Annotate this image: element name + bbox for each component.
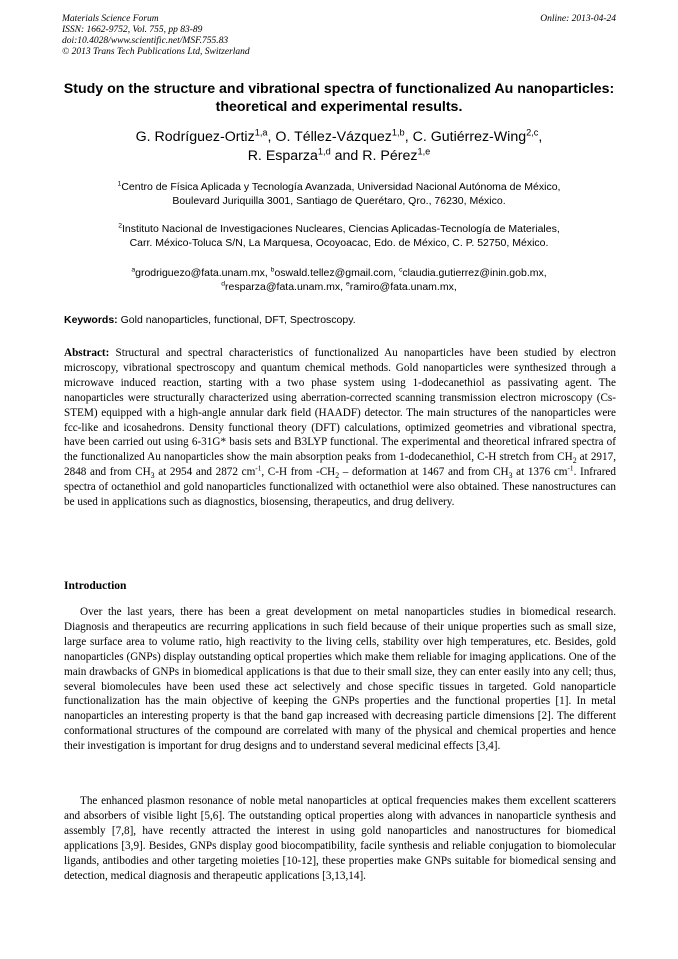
affiliation-line: Centro de Física Aplicada y Tecnología Avanzada, Universidad Nacional Autónoma de México, bbox=[121, 181, 561, 193]
author-name: G. Rodríguez-Ortiz bbox=[135, 129, 255, 145]
affiliation-mark: 2 bbox=[118, 222, 123, 230]
copyright-line: © 2013 Trans Tech Publications Ltd, Switzerland bbox=[62, 47, 250, 57]
abstract-text: at 2917, 2848 and from CH bbox=[64, 451, 616, 479]
author-name: C. Gutiérrez-Wing bbox=[412, 129, 527, 145]
online-date: Online: 2013-04-24 bbox=[540, 14, 616, 24]
author-name: R. Pérez bbox=[362, 148, 418, 164]
email-mark: b bbox=[270, 266, 275, 274]
author-name: O. Téllez-Vázquez bbox=[275, 129, 392, 145]
email-address: grodriguezo@fata.unam.mx, bbox=[135, 267, 268, 279]
subscript: 3 bbox=[150, 471, 155, 481]
journal-name: Materials Science Forum bbox=[62, 14, 159, 24]
abstract-text: – deformation at 1467 and from CH bbox=[339, 466, 509, 479]
email-address: claudia.gutierrez@inin.gob.mx, bbox=[402, 267, 547, 279]
email-mark: d bbox=[221, 280, 226, 288]
author-affil-mark: 1,e bbox=[417, 146, 431, 157]
author-list: G. Rodríguez-Ortiz$^{1,a}$, O. Téllez-Vázquez$^{1,b}$, C. Gutiérrez-Wing$^{2,c}$, R. Esparza$^{1,d}$ and R. Pérez$^{1,e}$ bbox=[135, 127, 543, 164]
doi-line: doi:10.4028/www.scientific.net/MSF.755.83 bbox=[62, 36, 229, 46]
email-list bbox=[60, 266, 618, 294]
body-paragraph: The enhanced plasmon resonance of noble metal nanoparticles at optical frequencies makes them excellent scatterers and absorbers of visible light [5,6]. The outstanding optical properties along with advances in nanoparticle synthesis and assembly [7,8], have recently attracted the interest in using gold nanoparticles and nanostructures for biomedical applications [3,9]. Besides, GNPs display good biocompatibility, facile synthesis and reliable conjugation to biomolecular ligands, antibodies and other targeting moieties [10-12], these properties make GNPs suitable for biomedical sensing and detection, medical diagnosis and therapeutic applications [3,13,14]. bbox=[64, 795, 616, 882]
abstract-text: at 2954 and 2872 cm bbox=[154, 466, 256, 479]
keywords-text: Gold nanoparticles, functional, DFT, Spectroscopy. bbox=[120, 314, 356, 326]
paper-title: Study on the structure and vibrational spectra of functionalized Au nanoparticles: theoretical and experimental results. bbox=[63, 81, 615, 115]
abstract-text: . Infrared spectra of octanethiol and gold nanoparticles functionalized with octanethiol were also obtained. These nanostructures can be used in applications such as diagnostics, biosensing, therapeutics, and drug delivery. bbox=[64, 466, 616, 509]
email-address: oswald.tellez@gmail.com, bbox=[274, 267, 397, 279]
affiliation-line: Boulevard Juriquilla 3001, Santiago de Querétaro, Qro., 76230, México. bbox=[172, 195, 506, 207]
subscript: 2 bbox=[335, 471, 340, 481]
author-name: R. Esparza bbox=[247, 148, 318, 164]
issn-line: ISSN: 1662-9752, Vol. 755, pp 83-89 bbox=[62, 25, 203, 35]
affiliation-mark: 1 bbox=[117, 180, 122, 188]
affiliation-2 bbox=[60, 222, 618, 250]
subscript: 2 bbox=[572, 456, 577, 466]
affiliation-1 bbox=[60, 180, 618, 208]
running-header bbox=[62, 14, 616, 58]
superscript: -1 bbox=[567, 464, 574, 473]
email-mark: a bbox=[131, 266, 136, 274]
abstract-label: Abstract: bbox=[64, 347, 110, 359]
email-mark: e bbox=[346, 280, 350, 288]
author-affil-mark: 1,d bbox=[317, 146, 331, 157]
author-affil-mark: 1,a bbox=[254, 127, 268, 138]
body-paragraph: Over the last years, there has been a great development on metal nanoparticles studies in biomedical research. Diagnosis and therapeutics are recurring applications in such field because of their unique properties such as small size, large surface area to volume ratio, high reactivity to the living cells, stability over high temperatures, etc. Besides, gold nanoparticles (GNPs) display outstanding optical properties which make them reliable for imaging applications. One of the main drawbacks of GNPs in biomedical applications is that due to their small size, they can enter easily into any cell; thus, several biomolecules have been used these act selectively and chose specific tissues in targeted. Gold nanoparticle functionalization has the main objective of keeping the GNPs properties and the functional properties [1]. In metal nanoparticles an interesting property is that the band gap increased with decreasing particle dimensions [2]. The different conformational structures of the compound are correlated with many of the physical and chemical properties and hence their investigation is important for drug designs and to understand several medicinal effects [3,4]. bbox=[64, 606, 616, 753]
affiliation-line: Carr. México-Toluca S/N, La Marquesa, Ocoyoacac, Edo. de México, C. P. 52750, México. bbox=[129, 237, 549, 249]
keywords-label: Keywords: bbox=[64, 314, 118, 326]
abstract-text: , C-H from -CH bbox=[261, 466, 336, 479]
email-mark: c bbox=[398, 266, 403, 274]
section-heading-introduction: Introduction bbox=[64, 580, 127, 592]
subscript: 3 bbox=[508, 471, 513, 481]
author-affil-mark: 2,c bbox=[526, 127, 539, 138]
abstract bbox=[64, 346, 616, 510]
abstract-text: Structural and spectral characteristics of functionalized Au nanoparticles have been studied by electron microscopy, vibrational spectroscopy and quantum chemical methods. Gold nanoparticles were synthesized through a microwave induced reaction, starting with a two phase system using 1-dodecanethiol as passivating agent. The nanoparticles were structurally characterized using aberration-corrected scanning transmission electron microscopy (Cs-STEM) equipped with a high-angle annular dark field (HAADF) detector. The main structures of the nanoparticles were fcc-like and icosahedrons. Density functional theory (DFT) calculations, optimized geometries and vibrational spectra, have been carried out using 6-31G* basis sets and B3LYP functional. The experimental and theoretical infrared spectra of the functionalized Au nanoparticles show the main absorption peaks from 1-dodecanethiol, C-H stretch from CH bbox=[64, 347, 616, 464]
author-affil-mark: 1,b bbox=[391, 127, 405, 138]
superscript: -1 bbox=[255, 464, 262, 473]
abstract-text: at 1376 cm bbox=[512, 466, 568, 479]
affiliation-line: Instituto Nacional de Investigaciones Nucleares, Ciencias Aplicadas-Tecnología de Materiales, bbox=[122, 223, 560, 235]
keywords bbox=[64, 313, 618, 327]
email-address: ramiro@fata.unam.mx, bbox=[349, 281, 457, 293]
email-address: resparza@fata.unam.mx, bbox=[225, 281, 344, 293]
author-conjunction: and bbox=[334, 148, 359, 164]
